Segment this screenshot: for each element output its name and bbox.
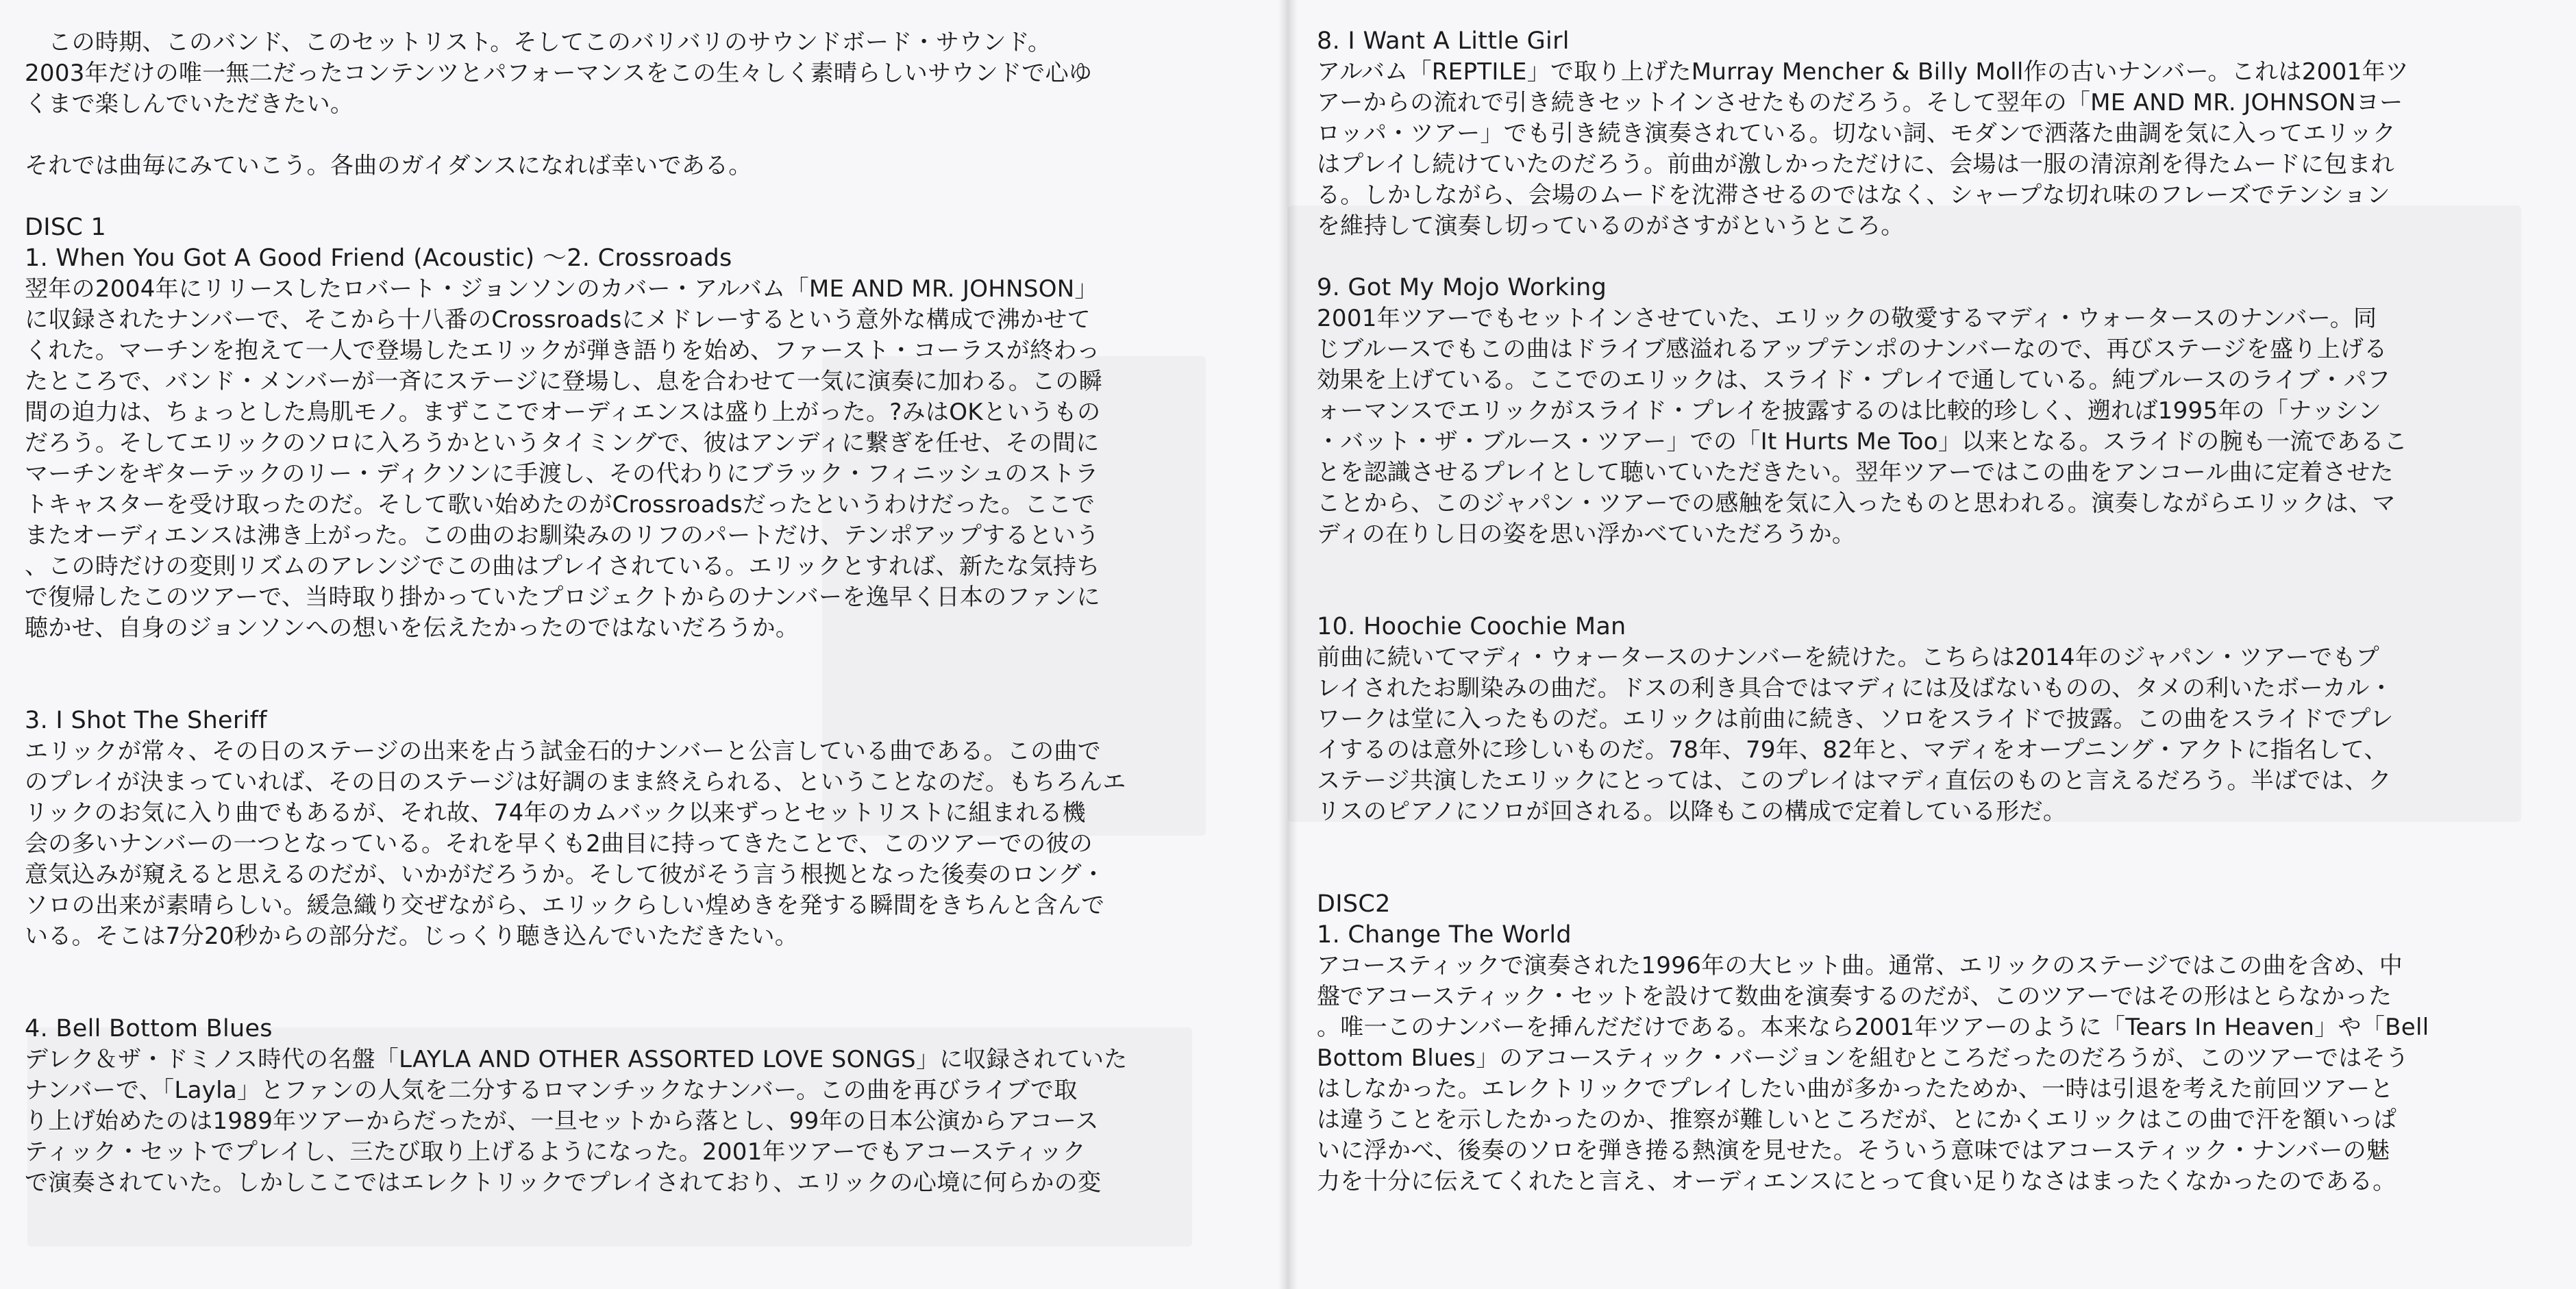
left-text-column	[25, 27, 1272, 1199]
blank-line	[25, 644, 1272, 675]
text-line: で復帰したこのツアーで、当時取り掛かっていたプロジェクトからのナンバーを逸早く日本のファンに	[25, 584, 1100, 611]
text-line: 意気込みが窺えると思えるのだが、いかがだろうか。そして彼がそう言う根拠となった後奏のロング・	[25, 861, 1106, 888]
text-line: はプレイし続けていたのだろう。前曲が激しかっただけに、会場は一服の清涼剤を得たムードに包まれ	[1317, 151, 2395, 178]
right-page	[1288, 0, 2576, 1289]
text-line: 2001年ツアーでもセットインさせていた、エリックの敬愛するマディ・ウォータースのナンバー。同	[1317, 305, 2377, 332]
section-heading: 10. Hoochie Coochie Man	[1317, 613, 1626, 640]
section-heading: 8. I Want A Little Girl	[1317, 27, 1570, 55]
blank-line	[25, 675, 1272, 705]
text-line: ステージ共演したエリックにとっては、このプレイはマディ直伝のものと言えるだろう。半ばでは、ク	[1317, 767, 2392, 794]
text-line: この時期、このバンド、このセットリスト。そしてこのバリバリのサウンドボード・サウンド。	[25, 29, 1052, 56]
text-line: り上げ始めたのは1989年ツアーからだったが、一旦セットから落とし、99年の日本公演からアコース	[25, 1107, 1099, 1135]
text-line: ォーマンスでエリックがスライド・プレイを披露するのは比較的珍しく、遡れば1995年の「ナッシン	[1317, 397, 2381, 425]
text-line: いに浮かべ、後奏のソロを弾き捲る熱演を見せた。そういう意味ではアコースティック・ナンバーの魅	[1317, 1137, 2390, 1164]
text-line: ティック・セットでプレイし、三たび取り上げるようになった。2001年ツアーでもアコースティック	[25, 1138, 1087, 1166]
text-line: ことから、このジャパン・ツアーでの感触を気に入ったものと思われる。演奏しながらエリックは、マ	[1317, 490, 2396, 517]
text-line: それでは曲毎にみていこう。各曲のガイダンスになれば幸いである。	[25, 152, 752, 179]
text-line: またオーディエンスは沸き上がった。この曲のお馴染みのリフのパートだけ、テンポアップするという	[25, 522, 1100, 549]
text-line: 力を十分に伝えてくれたと言え、オーディエンスにとって食い足りなさはまったくなかったのである。	[1317, 1168, 2397, 1195]
text-line: 聴かせ、自身のジョンソンへの想いを伝えたかったのではないだろうか。	[25, 614, 800, 642]
blank-line	[25, 120, 1272, 151]
text-line: アーからの流れで引き続きセットインさせたものだろう。そして翌年の「ME AND MR. JOHNSONヨー	[1317, 89, 2403, 116]
text-line: アコースティックで演奏された1996年の大ヒット曲。通常、エリックのステージではこの曲を含め、中	[1317, 952, 2403, 979]
text-line: ロッパ・ツアー」でも引き続き演奏されている。切ない詞、モダンで洒落た曲調を気に入ってエリック	[1317, 120, 2397, 147]
text-line: アルバム「REPTILE」で取り上げたMurray Mencher & Billy Moll作の古いナンバー。これは2001年ツ	[1317, 58, 2410, 86]
blank-line	[1317, 581, 2564, 612]
text-line: る。しかしながら、会場のムードを沈滞させるのではなく、シャープな切れ味のフレーズでテンション	[1317, 182, 2390, 209]
section-heading: 4. Bell Bottom Blues	[25, 1015, 273, 1042]
text-line: 間の迫力は、ちょっとした鳥肌モノ。まずここでオーディエンスは盛り上がった。?みはOKというもの	[25, 399, 1101, 426]
text-line: リックのお気に入り曲でもあるが、それ故、74年のカムバック以来ずっとセットリストに組まれる機	[25, 799, 1086, 827]
blank-line	[1317, 550, 2564, 581]
text-line: デレク＆ザ・ドミノス時代の名盤「LAYLA AND OTHER ASSORTED LOVE SONGS」に収録されていた	[25, 1046, 1128, 1073]
right-text-column	[1317, 26, 2564, 1197]
text-line: 前曲に続いてマディ・ウォータースのナンバーを続けた。こちらは2014年のジャパン・ツアーでもプ	[1317, 644, 2380, 671]
text-line: のプレイが決まっていれば、その日のステージは好調のまま終えられる、ということなのだ。もちろんエ	[25, 768, 1126, 796]
blank-line	[1317, 242, 2564, 273]
text-line: 会の多いナンバーの一つとなっている。それを早くも2曲目に持ってきたことで、このツアーでの彼の	[25, 830, 1093, 858]
section-heading: 1. When You Got A Good Friend (Acoustic) ～2. Crossroads	[25, 245, 732, 272]
blank-line	[1317, 858, 2564, 889]
text-line: Bottom Blues」のアコースティック・バージョンを組むところだったのだろうが、このツアーではそう	[1317, 1044, 2410, 1072]
text-line: くまで楽しんでいただきたい。	[25, 90, 354, 118]
text-line: ディの在りし日の姿を思い浮かべていただろうか。	[1317, 521, 1856, 548]
text-line: エリックが常々、その日のステージの出来を占う試金石的ナンバーと公言している曲である。この曲で	[25, 738, 1101, 765]
text-line: いる。そこは7分20秒からの部分だ。じっくり聴き込んでいただきたい。	[25, 923, 799, 950]
text-line: じブルースでもこの曲はドライブ感溢れるアップテンポのナンバーなので、再びステージを盛り上げる	[1317, 336, 2388, 363]
section-heading: DISC2	[1317, 890, 1391, 918]
text-line: レイされたお馴染みの曲だ。ドスの利き具合ではマディには及ばないものの、タメの利いたボーカル・	[1317, 675, 2393, 702]
text-line: に収録されたナンバーで、そこから十八番のCrossroadsにメドレーするという意外な構成で沸かせて	[25, 306, 1091, 334]
text-line: だろう。そしてエリックのソロに入ろうかというタイミングで、彼はアンディに繋ぎを任せ、その間に	[25, 429, 1100, 457]
text-line: イするのは意外に珍しいものだ。78年、79年、82年と、マディをオープニング・アクトに指名して、	[1317, 736, 2388, 764]
text-line: ・バット・ザ・ブルース・ツアー」での「It Hurts Me Too」以来となる。スライドの腕も一流であるこ	[1317, 428, 2407, 455]
text-line: 翌年の2004年にリリースしたロバート・ジョンソンのカバー・アルバム「ME AND MR. JOHNSON」	[25, 275, 1098, 303]
blank-line	[1317, 827, 2564, 858]
text-line: で演奏されていた。しかしここではエレクトリックでプレイされており、エリックの心境に何らかの変	[25, 1169, 1102, 1197]
text-line: を維持して演奏し切っているのがさすがというところ。	[1317, 212, 1905, 240]
text-line: ワークは堂に入ったものだ。エリックは前曲に続き、ソロをスライドで披露。この曲をスライドでプレ	[1317, 705, 2394, 733]
text-line: は違うことを示したかったのか、推察が難しいところだが、とにかくエリックはこの曲で汗を額いっぱ	[1317, 1106, 2397, 1134]
text-line: 2003年だけの唯一無二だったコンテンツとパフォーマンスをこの生々しく素晴らしいサウンドで心ゆ	[25, 60, 1093, 87]
text-line: はしなかった。エレクトリックでプレイしたい曲が多かったためか、一時は引退を考えた前回ツアーと	[1317, 1075, 2394, 1103]
text-line: ナンバーで、「Layla」とファンの人気を二分するロマンチックなナンバー。この曲を再びライブで取	[25, 1077, 1078, 1104]
text-line: トキャスターを受け取ったのだ。そして歌い始めたのがCrossroadsだったというわけだった。ここで	[25, 491, 1095, 518]
text-line: 効果を上げている。ここでのエリックは、スライド・プレイで通している。純ブルースのライブ・パフ	[1317, 366, 2391, 394]
blank-line	[25, 983, 1272, 1014]
section-heading: 3. I Shot The Sheriff	[25, 707, 267, 734]
book-gutter	[1278, 0, 1298, 1289]
text-line: くれた。マーチンを抱えて一人で登場したエリックが弾き語りを始め、ファースト・コーラスが終わっ	[25, 337, 1100, 364]
text-line: 盤でアコースティック・セットを設けて数曲を演奏するのだが、このツアーではその形はとらなかった	[1317, 983, 2392, 1010]
text-line: 。唯一このナンバーを挿んだだけである。本来なら2001年ツアーのように「Tears In Heaven」や「Bell	[1317, 1014, 2429, 1041]
text-line: 、この時だけの変則リズムのアレンジでこの曲はプレイされている。エリックとすれば、新たな気持ち	[25, 553, 1100, 580]
text-line: とを認識させるプレイとして聴いていただきたい。翌年ツアーではこの曲をアンコール曲に定着させた	[1317, 459, 2394, 486]
text-line: マーチンをギターテックのリー・ディクソンに手渡し、その代わりにブラック・フィニッシュのストラ	[25, 460, 1099, 488]
section-heading: 9. Got My Mojo Working	[1317, 274, 1607, 301]
section-heading: DISC 1	[25, 214, 107, 241]
text-line: たところで、バンド・メンバーが一斉にステージに登場し、息を合わせて一気に演奏に加わる。この瞬	[25, 368, 1103, 395]
blank-line	[25, 182, 1272, 212]
text-line: リスのピアノにソロが回される。以降もこの構成で定着している形だ。	[1317, 798, 2067, 825]
section-heading: 1. Change The World	[1317, 921, 1572, 949]
text-line: ソロの出来が素晴らしい。緩急織り交ぜながら、エリックらしい煌めきを発する瞬間をきちんと含んで	[25, 892, 1105, 919]
blank-line	[25, 952, 1272, 983]
